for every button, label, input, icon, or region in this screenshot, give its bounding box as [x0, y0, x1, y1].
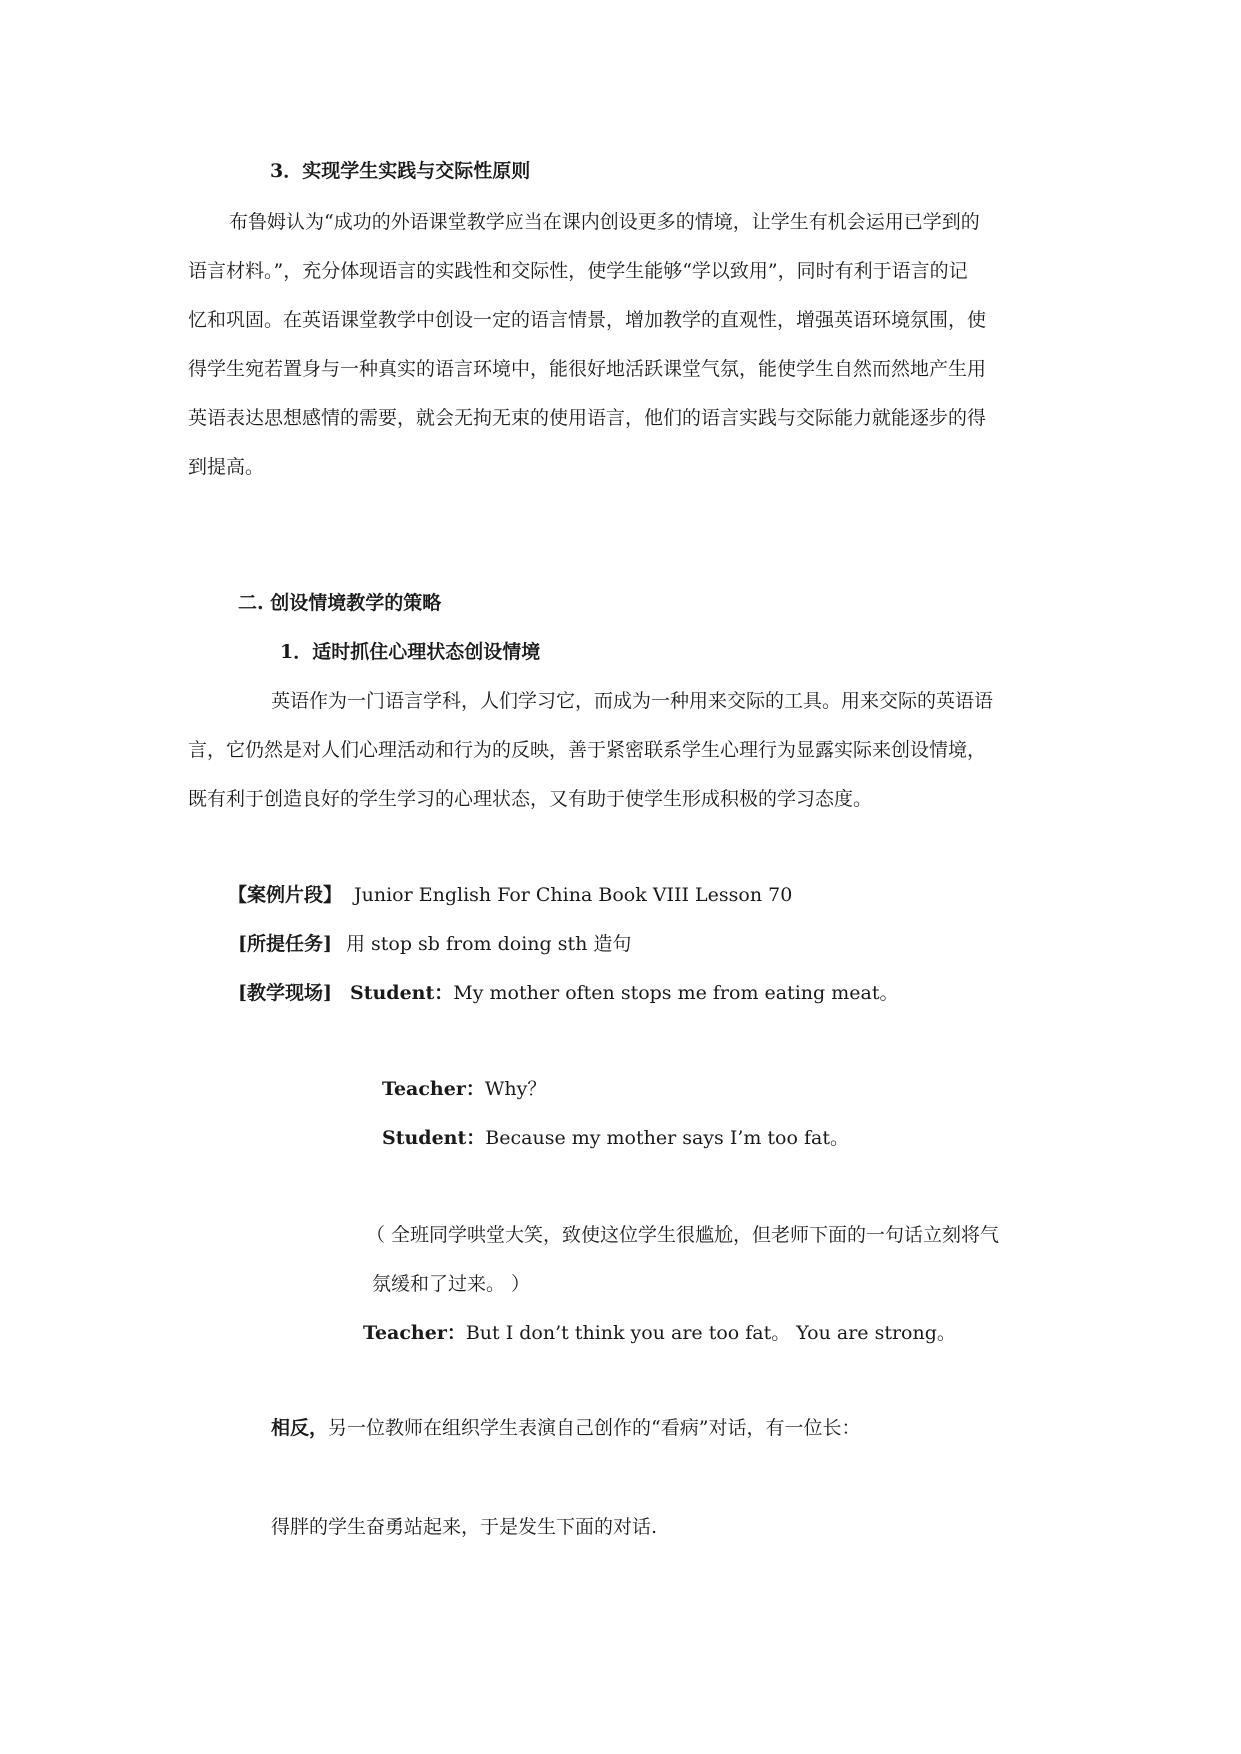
- speaker-label: Student：: [382, 1127, 486, 1149]
- narration-line: 氛缓和了过来。 ）: [372, 1273, 531, 1295]
- section-heading: 二. 创设情境教学的策略: [238, 592, 442, 614]
- task-text: 用 stop sb from doing sth 造句: [345, 933, 632, 955]
- narration-line: （ 全班同学哄堂大笑，致使这位学生很尴尬，但老师下面的一句话立刻将气: [366, 1224, 1000, 1246]
- speech-text: But I don’t think you are too fat。 You are strong。: [465, 1322, 956, 1344]
- task-label: [所提任务]: [238, 933, 332, 955]
- case-line: [228, 882, 792, 908]
- case-text: Junior English For China Book VIII Lesson 70: [354, 884, 793, 906]
- paragraph-line: 英语表达思想感情的需要，就会无拘无束的使用语言，他们的语言实践与交际能力就能逐步的得: [188, 407, 987, 429]
- section-heading: 3．实现学生实践与交际性原则: [270, 160, 531, 182]
- paragraph-line: 语言材料。”，充分体现语言的实践性和交际性，使学生能够“学以致用”，同时有利于语言的记: [188, 260, 968, 282]
- paragraph-line: 既有利于创造良好的学生学习的心理状态，又有助于使学生形成积极的学习态度。: [188, 788, 873, 810]
- speaker-label: Teacher：: [382, 1078, 485, 1100]
- closing-line: [271, 1415, 860, 1441]
- dialog-line: [382, 1125, 849, 1151]
- speaker-label: Teacher：: [363, 1322, 466, 1344]
- closing-text: 另一位教师在组织学生表演自己创作的“看病”对话，有一位长：: [328, 1417, 861, 1439]
- case-label: 【案例片段】: [228, 884, 343, 906]
- emphasis-text: 相反，: [271, 1417, 329, 1439]
- paragraph-line: 忆和巩固。在英语课堂教学中创设一定的语言情景，增加教学的直观性，增强英语环境氛围，使: [188, 309, 987, 331]
- paragraph-line: 到提高。: [188, 456, 265, 478]
- speech-text: Why？: [484, 1078, 547, 1100]
- task-line: [238, 931, 631, 957]
- paragraph-line: 英语作为一门语言学科，人们学习它，而成为一种用来交际的工具。用来交际的英语语: [271, 690, 994, 712]
- paragraph-line: 布鲁姆认为“成功的外语课堂教学应当在课内创设更多的情境，让学生有机会运用已学到的: [229, 211, 980, 233]
- speech-text: Because my mother says I’m too fat。: [485, 1127, 849, 1149]
- scene-label: [教学现场]: [238, 982, 332, 1004]
- dialog-line: [363, 1320, 956, 1346]
- dialog-line: [382, 1076, 546, 1102]
- subsection-heading: 1．适时抓住心理状态创设情境: [280, 641, 541, 663]
- paragraph-line: 得学生宛若置身与一种真实的语言环境中，能很好地活跃课堂气氛，能使学生自然而然地产生用: [188, 358, 987, 380]
- speech-text: My mother often stops me from eating meat。: [453, 982, 899, 1004]
- speaker-label: Student：: [349, 982, 454, 1004]
- paragraph-line: 言，它仍然是对人们心理活动和行为的反映，善于紧密联系学生心理行为显露实际来创设情境，: [188, 739, 987, 761]
- scene-line: [238, 980, 898, 1006]
- closing-line: 得胖的学生奋勇站起来，于是发生下面的对话.: [271, 1516, 658, 1538]
